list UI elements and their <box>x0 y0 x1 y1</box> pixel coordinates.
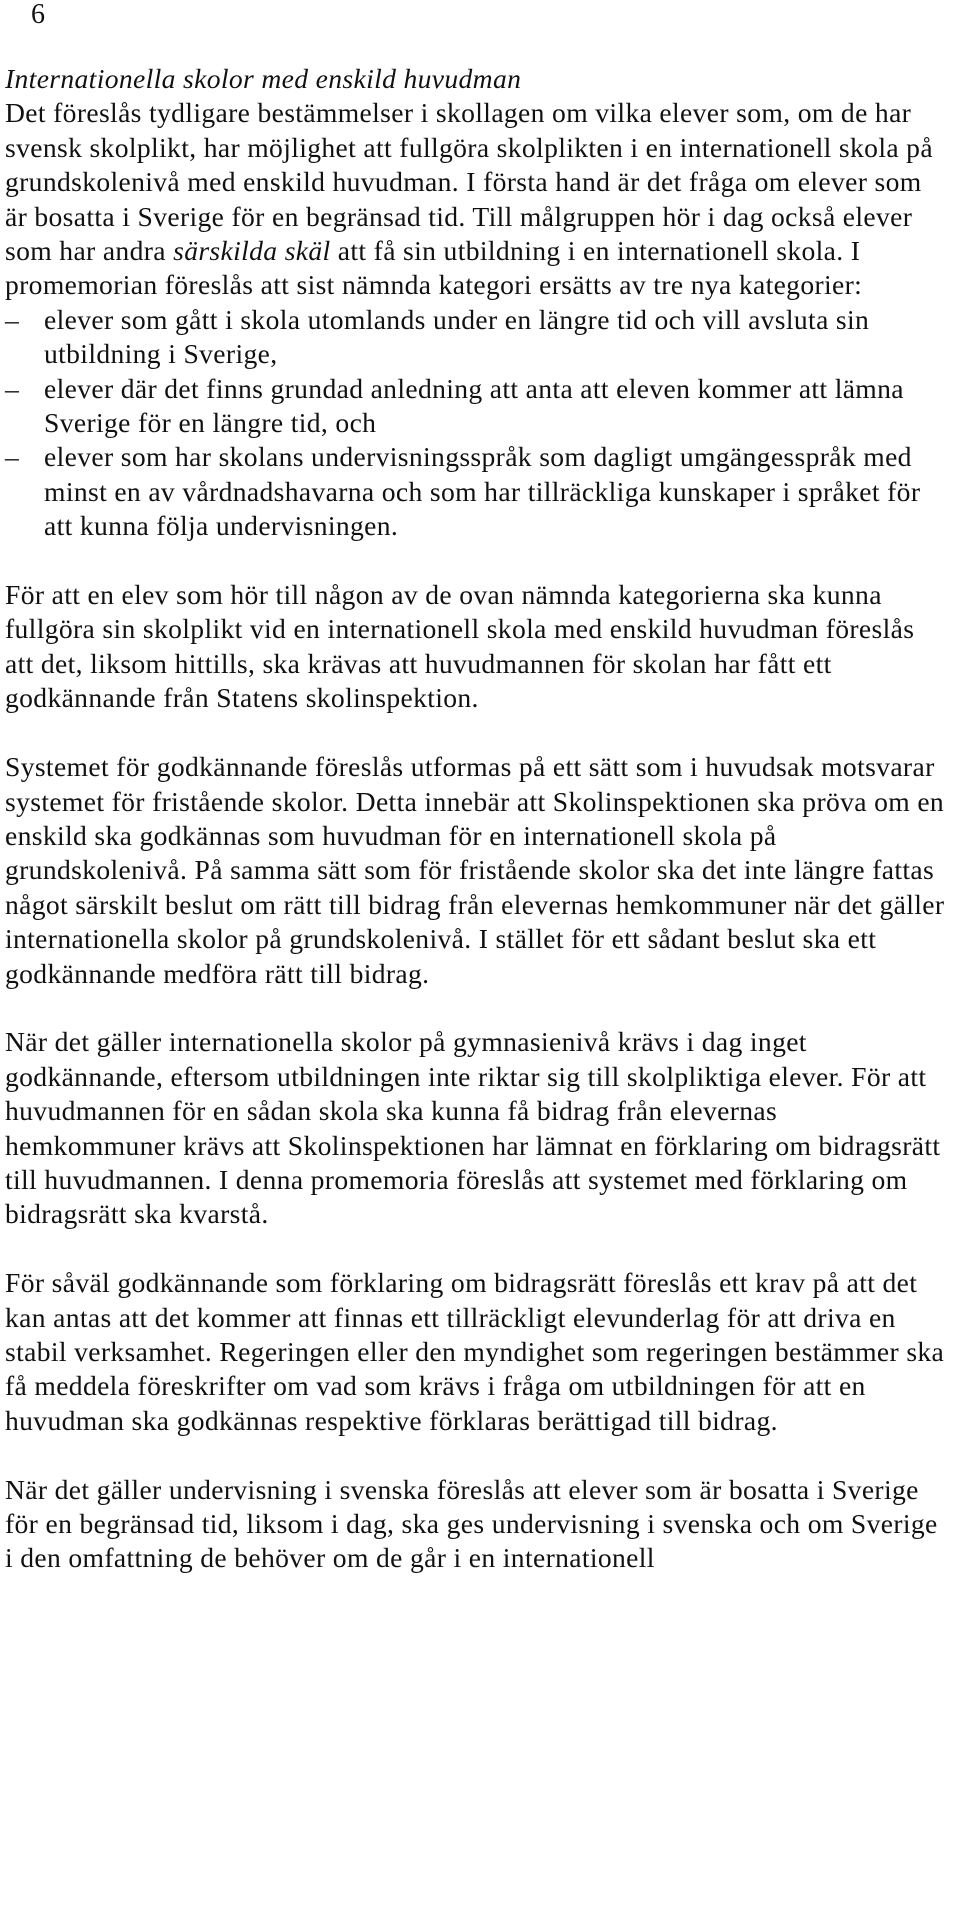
dash-bullet: – <box>5 303 20 335</box>
body-paragraph: För att en elev som hör till någon av de ovan nämnda kategorierna ska kunna fullgöra sin skolplikt vid en internationell skola med enskild huvudman föreslås att det, liksom hittills, ska krävas att huvudmannen för skolan har fått ett godkännande från Statens skolinspektion. <box>5 579 915 714</box>
intro-text-end: att få sin utbildning i en internationell skola. I promemorian föreslås att sist nämnda kategori ersätts av tre nya kategorier: <box>5 235 863 301</box>
dash-bullet: – <box>5 372 20 404</box>
list-item <box>5 303 950 372</box>
emphasis-text: särskilda skäl <box>173 235 331 267</box>
intro-text-start: Det föreslås tydligare bestämmelser i skollagen om vilka elever som, om de har svensk skolplikt, har möjlighet att fullgöra skolplikten i en internationell skola på grundskolenivå med enskild huvudman. I första hand är det fråga om elever som är bosatta i Sverige för en begränsad tid. Till målgruppen hör i dag också elever som har andra <box>5 97 933 267</box>
section-heading: Internationella skolor med enskild huvudman <box>5 63 522 94</box>
document-body <box>5 62 950 1576</box>
list-item <box>5 440 950 543</box>
body-paragraph: För såväl godkännande som förklaring om bidragsrätt föreslås ett krav på att det kan antas att det kommer att finnas ett tillräckligt elevunderlag för att driva en stabil verksamhet. Regeringen eller den myndighet som regeringen bestämmer ska få meddela föreskrifter om vad som krävs i fråga om utbildningen för att en huvudman ska godkännas respektive förklaras berättigad till bidrag. <box>5 1267 945 1436</box>
page-number: 6 <box>31 0 45 30</box>
body-paragraph: Systemet för godkännande föreslås utformas på ett sätt som i huvudsak motsvarar systemet för fristående skolor. Detta innebär att Skolinspektionen ska pröva om en enskild ska godkännas som huvudman för en internationell skola på grundskolenivå. På samma sätt som för fristående skolor ska det inte längre fattas något särskilt beslut om rätt till bidrag från elevernas hemkommuner när det gäller internationella skolor på grundskolenivå. I stället för ett sådant beslut ska ett godkännande medföra rätt till bidrag. <box>5 751 945 989</box>
body-paragraph: När det gäller internationella skolor på gymnasienivå krävs i dag inget godkännande, eftersom utbildningen inte riktar sig till skolpliktiga elever. För att huvudmannen för en sådan skola ska kunna få bidrag från elevernas hemkommuner krävs att Skolinspektionen har lämnat en förklaring om bidragsrätt till huvudmannen. I denna promemoria föreslås att systemet med förklaring om bidragsrätt ska kvarstå. <box>5 1026 941 1230</box>
list-item-text: elever som gått i skola utomlands under en längre tid och vill avsluta sin utbildning i Sverige, <box>44 303 870 370</box>
list-item-text: elever som har skolans undervisningsspråk som dagligt umgängesspråk med minst en av vårdnadshavarna och som har tillräckliga kunskaper i språket för att kunna följa undervisningen. <box>44 441 921 542</box>
intro-paragraph <box>5 96 950 302</box>
list-item-text: elever där det finns grundad anledning att anta att eleven kommer att lämna Sverige för en längre tid, och <box>44 372 904 439</box>
dash-bullet: – <box>5 441 20 473</box>
body-paragraph: När det gäller undervisning i svenska föreslås att elever som är bosatta i Sverige för en begränsad tid, liksom i dag, ska ges undervisning i svenska och om Sverige i den omfattning de behöver om de går i en internationell <box>5 1473 938 1574</box>
list-item <box>5 372 950 441</box>
category-list <box>5 303 950 544</box>
